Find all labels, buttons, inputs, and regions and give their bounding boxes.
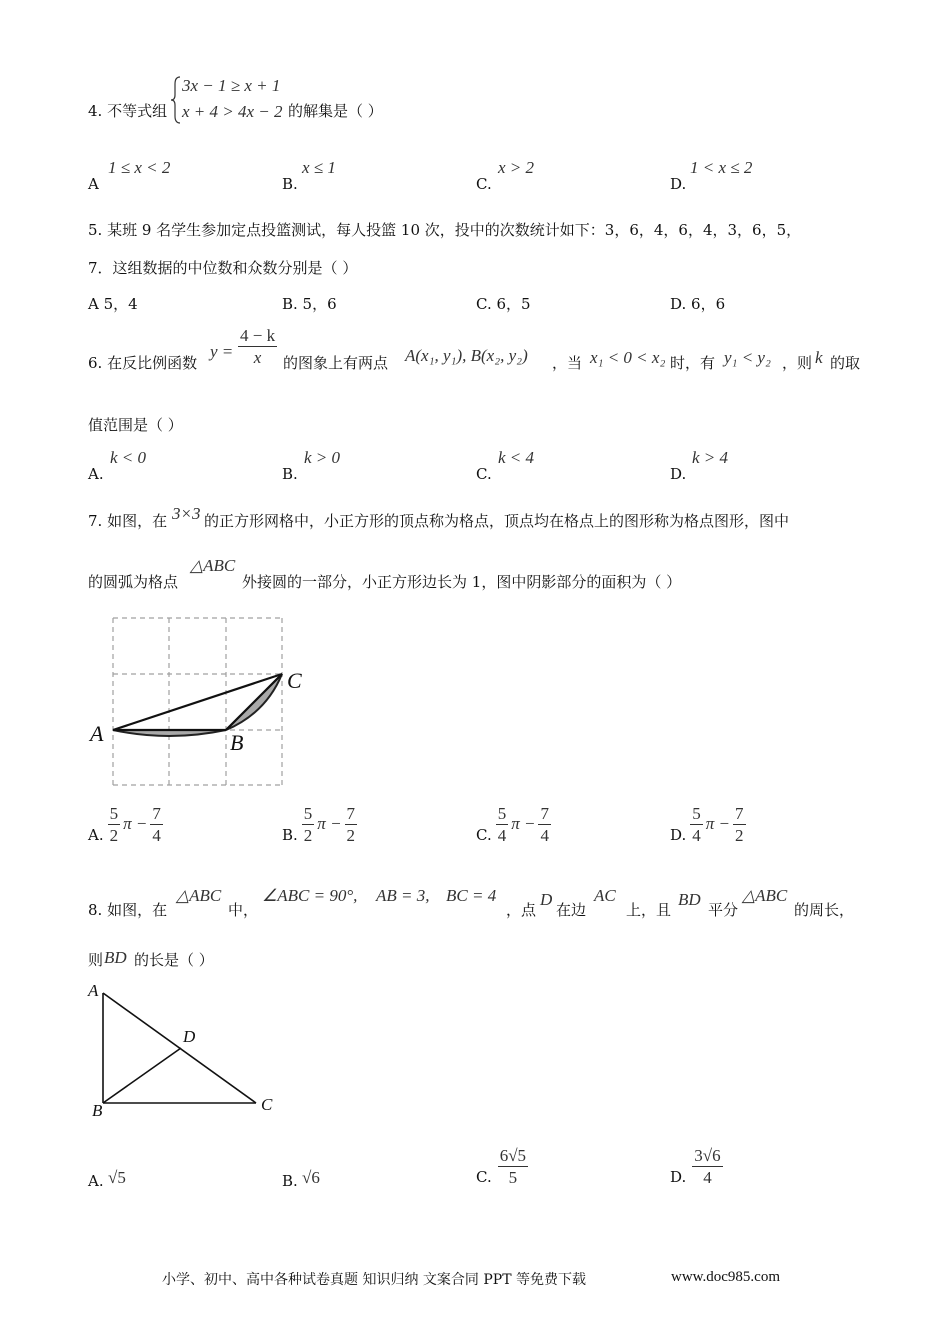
q8-option-c-label: C. — [476, 1168, 492, 1186]
q8-line2-bd: BD — [104, 948, 127, 967]
q6-mid4: ，则 — [782, 354, 813, 372]
q8-option-a-math: √5 — [108, 1168, 126, 1187]
q8-t5: 平分 — [708, 901, 739, 919]
q6-cond2: y₁ < y₂ — [724, 348, 771, 367]
q7-label-a: A — [90, 721, 104, 746]
q7-option-b-n1: 5 — [303, 803, 313, 823]
q8-segment-bd — [103, 1048, 181, 1103]
q7-option-c-n2: 7 — [540, 803, 549, 823]
q6-func-num: 4 − k — [240, 326, 276, 345]
q4-suffix: 的解集是（ ） — [288, 102, 383, 120]
q6-mid5: 的取 — [830, 354, 861, 372]
q8-option-d-label: D. — [670, 1168, 687, 1186]
q5-option-d: D. 6，6 — [670, 295, 726, 313]
q6-k: k — [815, 348, 823, 367]
q6-prefix: 6. 在反比例函数 — [88, 354, 198, 372]
q7-option-c-d1: 4 — [497, 825, 507, 845]
q4-prefix: 4. 不等式组 — [88, 102, 168, 120]
q6-option-d-math: k > 4 — [692, 448, 729, 467]
q7-line2-rest: 外接圆的一部分，小正方形边长为 1，图中阴影部分的面积为（ ） — [242, 573, 682, 591]
q4-option-c-math: x > 2 — [498, 158, 535, 177]
q7-label-b: B — [230, 730, 244, 755]
q8-prefix: 8. 如图，在 — [88, 901, 168, 919]
q8-option-d — [670, 1145, 723, 1187]
q4-option-b-label: B. — [282, 175, 298, 193]
q8-option-d-num: 3√6 — [694, 1145, 721, 1165]
q7-option-c — [476, 803, 551, 845]
q7-line2-prefix: 的圆弧为格点 — [88, 573, 179, 591]
q6-option-a-math: k < 0 — [110, 448, 147, 467]
q7-option-d-pi: π − — [705, 814, 731, 833]
q7-option-c-pi: π − — [511, 814, 536, 833]
q7-option-a-pi: π − — [123, 814, 148, 833]
q6-points: A(x₁, y₁), B(x₂, y₂) — [405, 346, 528, 365]
q4-option-a-math: 1 ≤ x < 2 — [108, 158, 171, 177]
q4-option-b-math: x ≤ 1 — [302, 158, 336, 177]
q4-option-d-math: 1 < x ≤ 2 — [690, 158, 753, 177]
q6-line2: 值范围是（ ） — [88, 416, 183, 434]
footer-url[interactable]: www.doc985.com — [671, 1269, 781, 1285]
q7-line1-rest: 的正方形网格中，小正方形的顶点称为格点，顶点均在格点上的图形称为格点图形，图中 — [204, 512, 790, 530]
q8-t6: 的周长， — [794, 901, 855, 919]
q6-option-d-label: D. — [670, 465, 687, 483]
q8-option-c-num: 6√5 — [499, 1145, 527, 1165]
q5-option-b: B. 5，6 — [282, 295, 337, 313]
q8-bc: BC = 4 — [446, 886, 497, 905]
q8-option-b-label: B. — [282, 1172, 298, 1190]
q7-option-b-d2: 2 — [346, 825, 356, 845]
q6-func-fraction — [238, 326, 277, 367]
q7-grid-figure — [80, 608, 320, 794]
q8-label-c: C — [261, 1095, 273, 1114]
q7-option-b-n2: 7 — [346, 803, 356, 823]
q8-line2-rest: 的长是（ ） — [134, 951, 214, 969]
q5-option-c: C. 6，5 — [476, 295, 531, 313]
q4-option-d-label: D. — [670, 175, 687, 193]
q7-option-d-d2: 2 — [735, 825, 744, 845]
q8-triangle-2: △ABC — [742, 886, 788, 905]
q4-eq1: 3x − 1 ≥ x + 1 — [182, 76, 281, 95]
q8-ab: AB = 3, — [376, 886, 430, 905]
q8-side-ac: AC — [594, 886, 616, 905]
q6-mid3: 时，有 — [670, 354, 716, 372]
q6-func-lhs: y = — [210, 342, 234, 361]
q7-option-b — [282, 803, 357, 845]
q5-line1: 5. 某班 9 名学生参加定点投篮测试，每人投篮 10 次，投中的次数统计如下：3，6，4，6，4，3，6，5， — [88, 221, 802, 239]
q8-t2: ，点 — [506, 901, 537, 919]
q8-angle: ∠ABC = 90°, — [262, 886, 358, 905]
q5-option-a: A 5，4 — [88, 295, 138, 313]
q8-t4: 上，且 — [626, 901, 672, 919]
q7-option-a-n1: 5 — [109, 803, 119, 823]
q7-label-c: C — [287, 668, 302, 693]
q8-line2-prefix: 则 — [88, 951, 104, 969]
q8-triangle: △ABC — [176, 886, 222, 905]
q7-option-a-n2: 7 — [152, 803, 161, 823]
q7-option-c-label: C. — [476, 826, 492, 844]
q8-t3: 在边 — [556, 901, 587, 919]
q6-cond1: x₁ < 0 < x₂ — [590, 348, 666, 367]
q8-t1: 中， — [228, 901, 259, 919]
q8-label-b: B — [92, 1101, 103, 1120]
q7-option-b-d1: 2 — [303, 825, 313, 845]
q7-option-c-n1: 5 — [497, 803, 507, 823]
q8-bd: BD — [678, 890, 701, 909]
q6-option-c-label: C. — [476, 465, 492, 483]
q4-system-brace — [170, 76, 182, 124]
q7-grid-size: 3×3 — [172, 504, 201, 523]
q8-point-d: D — [540, 890, 553, 909]
q7-option-b-pi: π − — [317, 814, 342, 833]
q7-option-d-n2: 7 — [735, 803, 744, 823]
q8-triangle-figure — [84, 978, 284, 1128]
q7-option-c-d2: 4 — [540, 825, 549, 845]
q8-label-a: A — [88, 981, 99, 1000]
q8-option-c — [476, 1145, 528, 1187]
q7-option-d-label: D. — [670, 826, 687, 844]
q4-option-a-label: A — [88, 175, 99, 193]
q6-option-b-math: k > 0 — [304, 448, 341, 467]
q7-option-a-d1: 2 — [109, 825, 119, 845]
q8-option-a-label: A. — [88, 1172, 104, 1190]
footer-text: 小学、初中、高中各种试卷真题 知识归纳 文案合同 PPT 等免费下载 — [162, 1272, 586, 1288]
q6-option-b-label: B. — [282, 465, 298, 483]
q8-option-d-den: 4 — [703, 1167, 712, 1187]
q6-option-c-math: k < 4 — [498, 448, 535, 467]
q7-prefix: 7. 如图，在 — [88, 512, 168, 530]
q6-mid2: ，当 — [552, 354, 583, 372]
q7-option-d-d1: 4 — [692, 825, 701, 845]
q7-option-b-label: B. — [282, 826, 298, 844]
q7-option-d — [670, 803, 746, 845]
q7-option-d-n1: 5 — [692, 803, 701, 823]
q8-label-d: D — [183, 1027, 196, 1046]
q4-eq2: x + 4 > 4x − 2 — [182, 102, 283, 121]
q7-option-a-d2: 4 — [152, 825, 161, 845]
q7-option-a-label: A. — [88, 826, 104, 844]
q6-func-den: x — [253, 348, 262, 367]
q7-option-a — [88, 803, 163, 845]
q6-mid1: 的图象上有两点 — [283, 354, 389, 372]
q8-option-c-den: 5 — [508, 1167, 518, 1187]
q7-triangle: △ABC — [190, 556, 236, 575]
q6-option-a-label: A. — [88, 465, 104, 483]
q5-line2: 7．这组数据的中位数和众数分别是（ ） — [88, 259, 358, 277]
q8-option-b-math: √6 — [302, 1168, 320, 1187]
q4-option-c-label: C. — [476, 175, 492, 193]
